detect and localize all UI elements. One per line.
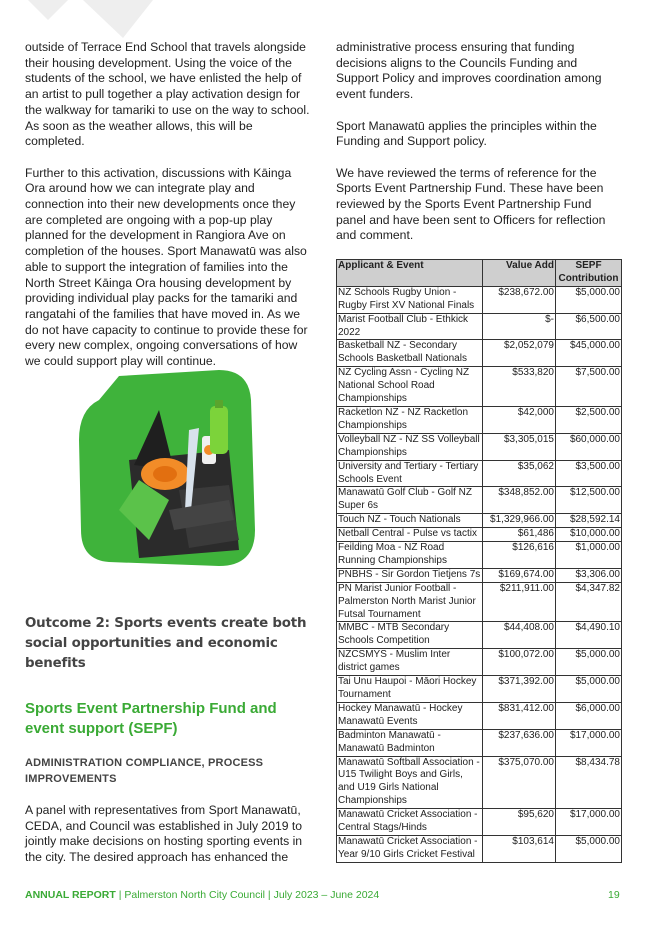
footer-report-label: ANNUAL REPORT: [25, 889, 116, 901]
table-row: [337, 340, 622, 367]
header-sepf-contribution: SEPF Contribution: [556, 260, 622, 287]
table-row: [337, 809, 622, 836]
footer-text: | Palmerston North City Council | July 2023 – June 2024: [115, 889, 380, 901]
cell-value-add: $95,620: [483, 809, 556, 836]
cell-sepf-contribution: $4,490.10: [556, 622, 622, 649]
cell-applicant-event: PNBHS - Sir Gordon Tietjens 7s: [337, 568, 483, 582]
table-row: [337, 756, 622, 809]
cell-sepf-contribution: $28,592.14: [556, 514, 622, 528]
footer: [25, 889, 379, 901]
sepf-table: [336, 259, 622, 863]
cell-applicant-event: MMBC - MTB Secondary Schools Competition: [337, 622, 483, 649]
cell-applicant-event: Manawatū Cricket Association - Central Stags/Hinds: [337, 809, 483, 836]
cell-applicant-event: PN Marist Junior Football - Palmerston North Marist Junior Futsal Tournament: [337, 582, 483, 622]
cell-value-add: $238,672.00: [483, 286, 556, 313]
cell-sepf-contribution: $17,000.00: [556, 729, 622, 756]
cell-value-add: $2,052,079: [483, 340, 556, 367]
cell-value-add: $44,408.00: [483, 622, 556, 649]
cell-value-add: $1,329,966.00: [483, 514, 556, 528]
cell-value-add: $348,852.00: [483, 487, 556, 514]
cell-sepf-contribution: $6,000.00: [556, 702, 622, 729]
cell-sepf-contribution: $3,500.00: [556, 460, 622, 487]
cell-sepf-contribution: $4,347.82: [556, 582, 622, 622]
header-applicant: Applicant & Event: [337, 260, 483, 287]
table-row: [337, 528, 622, 542]
cell-sepf-contribution: $17,000.00: [556, 809, 622, 836]
cell-sepf-contribution: $5,000.00: [556, 286, 622, 313]
cell-sepf-contribution: $7,500.00: [556, 367, 622, 407]
cell-sepf-contribution: $45,000.00: [556, 340, 622, 367]
cell-sepf-contribution: $5,000.00: [556, 835, 622, 862]
cell-applicant-event: NZ Schools Rugby Union - Rugby First XV National Finals: [337, 286, 483, 313]
cell-sepf-contribution: $1,000.00: [556, 542, 622, 569]
sports-play-pack-image: [79, 370, 255, 566]
cell-value-add: $533,820: [483, 367, 556, 407]
cell-sepf-contribution: $3,306.00: [556, 568, 622, 582]
outcome-section: [25, 614, 310, 674]
cell-applicant-event: Racketlon NZ - NZ Racketlon Championships: [337, 406, 483, 433]
cell-applicant-event: Marist Football Club - Ethkick 2022: [337, 313, 483, 340]
table-row: [337, 582, 622, 622]
cell-applicant-event: NZCSMYS - Muslim Inter district games: [337, 649, 483, 676]
sepf-table-wrapper: [336, 259, 622, 863]
left-paragraph-1: outside of Terrace End School that travels alongside their housing development. Using the voice of the students of the school, we have enlisted the help of an artist to pull together a play activation design for the walkway for tamariki to use on the way to school. As soon as the weather allows, this will be completed.: [25, 40, 310, 149]
table-row: [337, 433, 622, 460]
cell-sepf-contribution: $12,500.00: [556, 487, 622, 514]
table-row: [337, 729, 622, 756]
right-paragraph-1: administrative process ensuring that funding decisions aligns to the Councils Funding and Support Policy and improves coordination among event funders.: [336, 40, 602, 102]
cell-applicant-event: Feilding Moa - NZ Road Running Championships: [337, 542, 483, 569]
cell-value-add: $237,636.00: [483, 729, 556, 756]
cell-applicant-event: Manawatū Golf Club - Golf NZ Super 6s: [337, 487, 483, 514]
left-paragraph-2: Further to this activation, discussions with Kāinga Ora around how we can integrate play and connection into their new developments once they are completed are ongoing with a pop-up play planned for the development in Rangiora Ave on completion of the houses. Sport Manawatū was also able to support the integration of families into the North Street Kāinga Ora housing development by providing individual play packs for the tamariki and rangatahi of the families that have moved in. As we do not have capacity to continue to provide these for every new complex, ongoing conversations of how we could support play will continue.: [25, 165, 308, 369]
cell-applicant-event: Manawatū Cricket Association - Year 9/10 Girls Cricket Festival: [337, 835, 483, 862]
table-row: [337, 514, 622, 528]
table-row: [337, 367, 622, 407]
cell-sepf-contribution: $5,000.00: [556, 676, 622, 703]
cell-value-add: $375,070.00: [483, 756, 556, 809]
cell-sepf-contribution: $6,500.00: [556, 313, 622, 340]
cell-value-add: $3,305,015: [483, 433, 556, 460]
sepf-heading: Sports Event Partnership Fund and event support (SEPF): [25, 700, 277, 737]
outcome-heading: Outcome 2: Sports events create both social opportunities and economic benefits: [25, 616, 307, 671]
cell-sepf-contribution: $60,000.00: [556, 433, 622, 460]
right-paragraph-2: Sport Manawatū applies the principles within the Funding and Support policy.: [336, 118, 597, 149]
cell-value-add: $371,392.00: [483, 676, 556, 703]
cell-applicant-event: Volleyball NZ - NZ SS Volleyball Championships: [337, 433, 483, 460]
table-row: [337, 676, 622, 703]
cell-value-add: $-: [483, 313, 556, 340]
cell-applicant-event: Basketball NZ - Secondary Schools Basketball Nationals: [337, 340, 483, 367]
left-column: [25, 40, 310, 370]
cell-value-add: $42,000: [483, 406, 556, 433]
cell-value-add: $169,674.00: [483, 568, 556, 582]
table-row: [337, 313, 622, 340]
cell-sepf-contribution: $10,000.00: [556, 528, 622, 542]
cell-sepf-contribution: $2,500.00: [556, 406, 622, 433]
cell-applicant-event: Tai Unu Haupoi - Māori Hockey Tournament: [337, 676, 483, 703]
header-chevron-decoration: [28, 0, 198, 40]
right-paragraph-3: We have reviewed the terms of reference for the Sports Event Partnership Fund. These have been reviewed by the Sports Event Partnership Fund panel and have been sent to Officers for reflection and comment.: [336, 165, 606, 243]
admin-section: [25, 756, 310, 866]
cell-applicant-event: University and Tertiary - Tertiary Schools Event: [337, 460, 483, 487]
table-row: [337, 542, 622, 569]
cell-applicant-event: Manawatū Softball Association - U15 Twilight Boys and Girls, and U19 Girls National Championships: [337, 756, 483, 809]
cell-value-add: $35,062: [483, 460, 556, 487]
right-column: [336, 40, 622, 244]
left-paragraph-3: A panel with representatives from Sport Manawatū, CEDA, and Council was established in July 2019 to jointly make decisions on hosting sporting events in the city. The desired approach has enhanced the: [25, 803, 303, 865]
page-number: 19: [608, 889, 620, 901]
table-body: [337, 286, 622, 862]
cell-value-add: $126,616: [483, 542, 556, 569]
table-row: [337, 649, 622, 676]
sepf-section: [25, 699, 295, 739]
cell-value-add: $103,614: [483, 835, 556, 862]
table-row: [337, 622, 622, 649]
cell-sepf-contribution: $5,000.00: [556, 649, 622, 676]
table-row: [337, 406, 622, 433]
cell-sepf-contribution: $8,434.78: [556, 756, 622, 809]
cell-value-add: $211,911.00: [483, 582, 556, 622]
cell-value-add: $831,412.00: [483, 702, 556, 729]
table-row: [337, 487, 622, 514]
admin-heading: ADMINISTRATION COMPLIANCE, PROCESS IMPROVEMENTS: [25, 757, 264, 785]
cell-value-add: $61,486: [483, 528, 556, 542]
cell-value-add: $100,072.00: [483, 649, 556, 676]
table-row: [337, 568, 622, 582]
table-header-row: [337, 260, 622, 287]
cell-applicant-event: Netball Central - Pulse vs tactix: [337, 528, 483, 542]
cell-applicant-event: Touch NZ - Touch Nationals: [337, 514, 483, 528]
cell-applicant-event: NZ Cycling Assn - Cycling NZ National School Road Championships: [337, 367, 483, 407]
table-row: [337, 286, 622, 313]
cell-applicant-event: Hockey Manawatū - Hockey Manawatū Events: [337, 702, 483, 729]
cell-applicant-event: Badminton Manawatū - Manawatū Badminton: [337, 729, 483, 756]
table-row: [337, 702, 622, 729]
header-value-add: Value Add: [483, 260, 556, 287]
table-row: [337, 835, 622, 862]
table-row: [337, 460, 622, 487]
